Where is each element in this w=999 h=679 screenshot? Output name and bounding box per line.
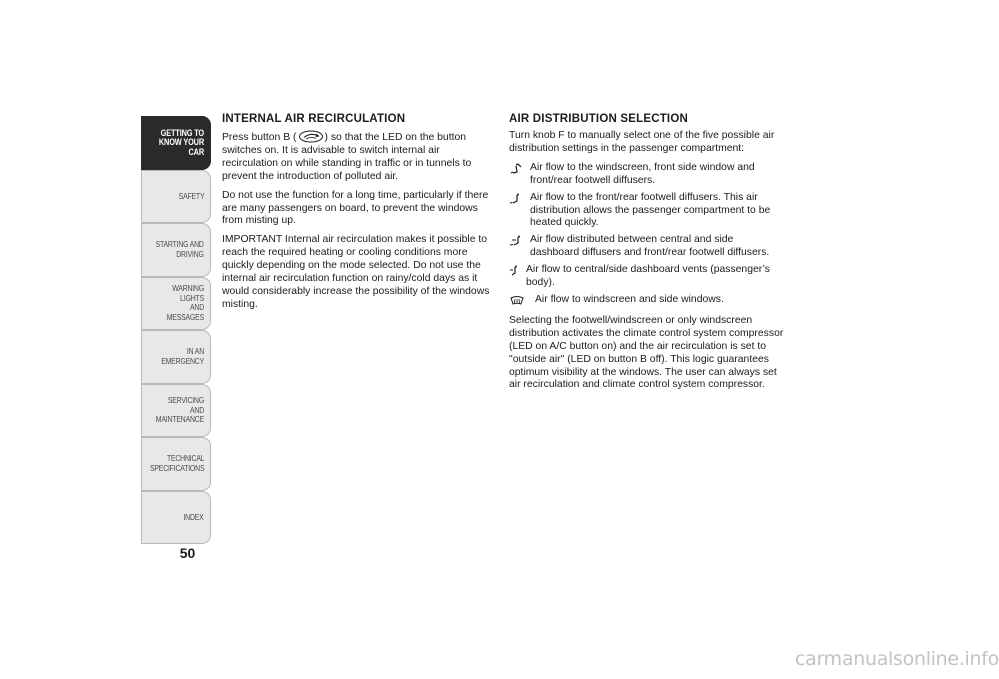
tab-getting-to-know-your-car[interactable] — [141, 116, 211, 170]
tab-technical-specifications[interactable] — [141, 437, 211, 491]
paragraph: Turn knob F to manually select one of the five possible air distribution settings in the passenger compartment: — [509, 130, 775, 154]
tab-safety[interactable] — [141, 170, 211, 224]
paragraph: Selecting the footwell/windscreen or only windscreen distribution activates the climate control system compressor (LED on A/C button on) and the air recirculation is set to "outside air" (LED on button B off). This logic guarantees optimum visibility at the windows. The user can always set air recirculation and climate control system compressor. — [509, 314, 784, 391]
tab-index[interactable] — [141, 491, 211, 545]
list-item — [509, 234, 785, 260]
tab-label: WARNING LIGHTS AND MESSAGES — [166, 283, 204, 322]
tab-label: INDEX — [183, 511, 204, 522]
item-text: Air flow to windscreen and side windows. — [535, 293, 724, 305]
tab-label: SERVICING AND MAINTENANCE — [155, 395, 204, 424]
windscreen-footwell-icon — [509, 163, 523, 175]
right-column — [509, 112, 785, 398]
watermark: carmanualsonline.info — [795, 648, 999, 670]
tab-label: TECHNICAL SPECIFICATIONS — [149, 453, 204, 473]
item-text: Air flow to the windscreen, front side window and front/rear footwell diffusers. — [530, 161, 755, 186]
item-text: Air flow distributed between central and side dashboard diffusers and front/rear footwell diffusers. — [530, 234, 770, 259]
item-text: Air flow to central/side dashboard vents (passenger’s body). — [526, 264, 770, 289]
chapter-tabs — [141, 116, 211, 544]
page-number: 50 — [179, 545, 196, 561]
paragraph: Do not use the function for a long time, particularly if there are many passengers on board, to prevent the windows from misting up. — [222, 189, 489, 227]
left-column — [222, 112, 490, 318]
list-item — [509, 294, 785, 307]
item-text: Air flow to the front/rear footwell diffusers. This air distribution allows the passenger compartment to be heated quickly. — [530, 191, 771, 229]
list-item — [509, 264, 785, 290]
dashboard-vents-icon — [509, 265, 523, 277]
list-item — [509, 192, 785, 231]
tab-label: GETTING TO KNOW YOUR CAR — [158, 127, 204, 157]
tab-label: STARTING AND DRIVING — [155, 239, 204, 259]
windscreen-defrost-icon — [509, 295, 525, 307]
text: ) so that the LED on the button switches on. It is advisable to switch internal air recirculation on while standing in traffic or in tunnels to prevent the introduction of polluted air. — [222, 132, 472, 182]
list-item — [509, 162, 785, 188]
tab-starting-and-driving[interactable] — [141, 223, 211, 277]
tab-label: IN AN EMERGENCY — [161, 346, 204, 366]
paragraph — [222, 130, 490, 184]
tab-warning-lights[interactable] — [141, 277, 211, 331]
text: Press button B ( — [222, 132, 297, 143]
tab-in-an-emergency[interactable] — [141, 330, 211, 384]
footwell-icon — [509, 193, 523, 205]
paragraph: IMPORTANT Internal air recirculation makes it possible to reach the required heating or cooling conditions more quickly depending on the mode selected. Do not use the internal air recirculation function on rainy/cold days as it would considerably increase the possibility of the windows misting. — [222, 234, 490, 310]
tab-servicing[interactable] — [141, 384, 211, 438]
section-heading: AIR DISTRIBUTION SELECTION — [509, 113, 688, 125]
section-heading: INTERNAL AIR RECIRCULATION — [222, 113, 406, 125]
recirculation-icon — [298, 130, 324, 143]
vents-footwell-icon — [509, 235, 523, 247]
tab-label: SAFETY — [178, 190, 204, 201]
